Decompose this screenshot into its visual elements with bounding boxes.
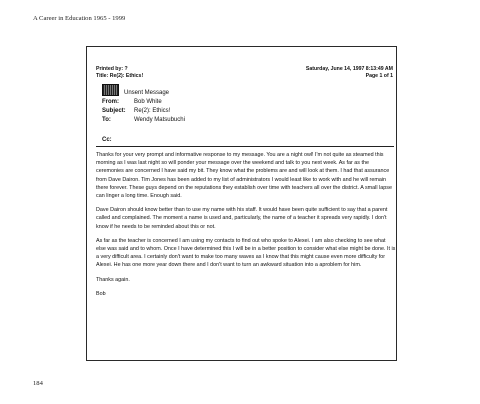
field-label: To: — [102, 117, 111, 123]
field-subject — [102, 107, 185, 116]
print-page: Page 1 of 1 — [365, 72, 393, 79]
field-label: From: — [102, 99, 119, 105]
message-type: Unsent Message — [124, 90, 170, 96]
print-date: Saturday, June 14, 1997 8:13:49 AM — [305, 66, 393, 72]
printed-by: Printed by: ? — [96, 66, 128, 72]
message-icon — [102, 84, 119, 96]
message-fields — [102, 98, 185, 125]
body-paragraph: Dave Dairon should know better than to use my name with his staff. It would have been quite sufficient to say that a parent called and complained. The moment a name is used and, particularly, the name of a teacher it spreads very rapidly. I don't know if he needs to be reminded about this or not. — [96, 207, 388, 230]
body-paragraph: Thanks again. — [96, 276, 130, 283]
field-value: Wendy Matsubuchi — [134, 117, 185, 123]
field-from — [102, 98, 185, 107]
message-body — [96, 151, 396, 304]
print-title: Title: Re(2): Ethics! — [96, 72, 144, 79]
running-head: A Career in Education 1965 - 1999 — [33, 15, 126, 22]
field-value: Re(2): Ethics! — [134, 108, 171, 114]
signature: Bob — [96, 290, 106, 297]
header-divider — [96, 146, 394, 147]
field-to — [102, 116, 185, 125]
cc-label: Cc: — [102, 137, 112, 143]
body-paragraph: As far as the teacher is concerned I am using my contacts to find out who spoke to Alexei. I am also checking to see what else was said and to whom. Once I have determined this I will be in a better position to consider what else might be done. It is a very difficult area. I certainly don't want to make too many waves as I know that this might cause even more difficulty for Alexei. He has one more year down there and I don't want to turn an awkward situation into a aproblem for him. — [96, 237, 396, 269]
print-header — [96, 66, 393, 79]
page-number: 184 — [33, 380, 43, 387]
body-paragraph: Thanks for your very prompt and informative response to my message. You are a night owl! I'm not quite as steamed this morning as I was last night so will ponder your message over the weekend and talk to you next week. As far as the ceremonies are concerned I have said my bit. They know what the problems are and will look at them. I had that assurance from Dave Dairon. Tim Jones has been added to my list of administrators I would least like to work with and he will remain there forever. These guys depend on the reputations they establish over time with teachers all over the district. A small lapse can linger a long time. Enough said. — [96, 152, 392, 200]
field-value: Bob White — [134, 99, 162, 105]
field-label: Subject: — [102, 108, 126, 114]
